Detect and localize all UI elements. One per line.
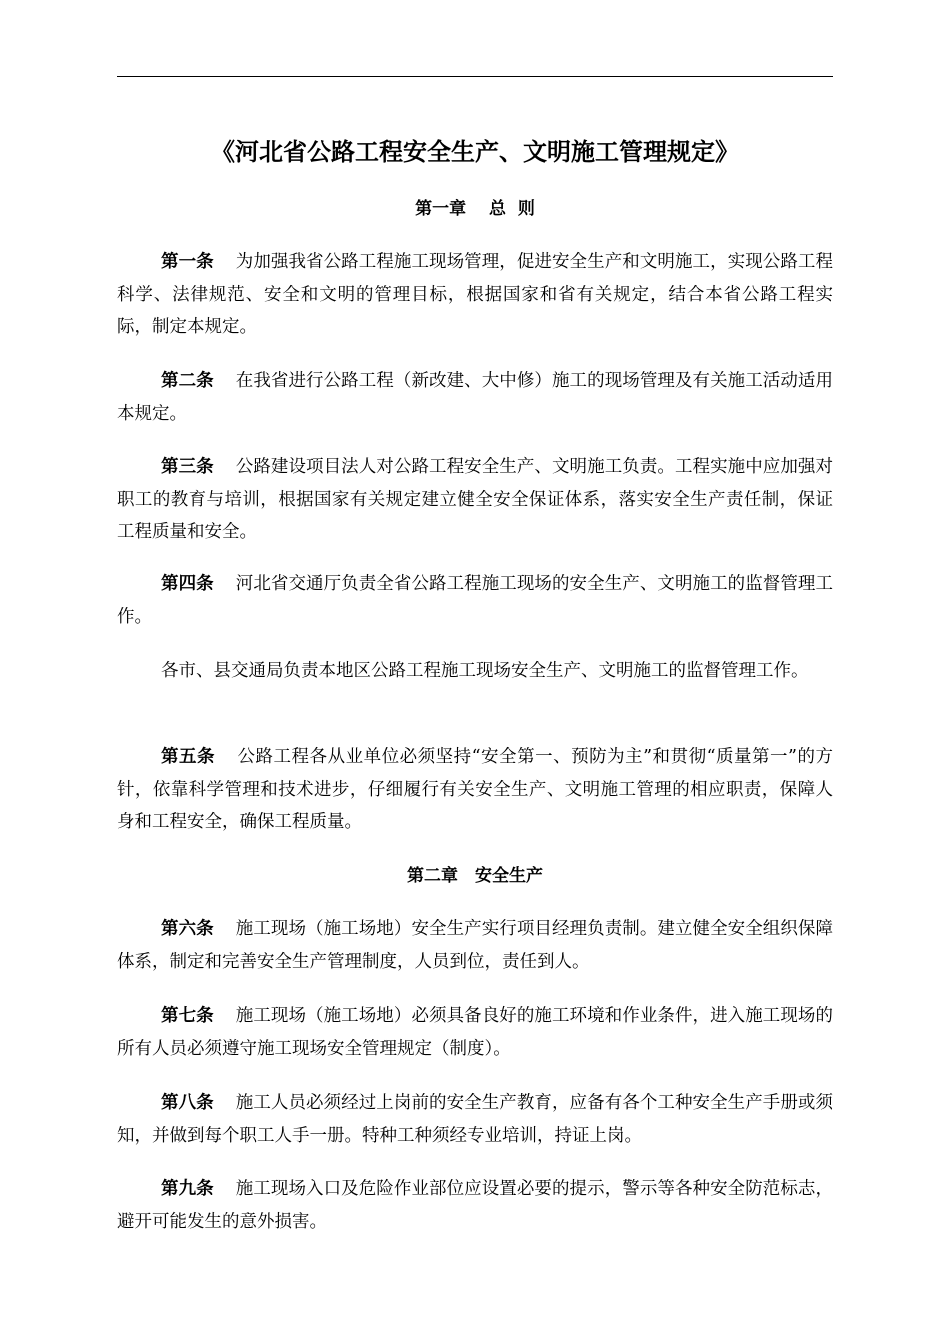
article-text: 施工现场入口及危险作业部位应设置必要的提示，警示等各种安全防范标志，避开可能发生的意外损害。 [117,1179,833,1232]
article-number: 第二条 [161,371,214,391]
article-paragraph [117,741,833,839]
article-text: 施工现场（施工场地）安全生产实行项目经理负责制。建立健全安全组织保障体系，制定和完善安全生产管理制度，人员到位，责任到人。 [117,919,833,972]
header-rule [117,76,833,77]
article-number: 第七条 [161,1006,214,1026]
article-number: 第九条 [161,1179,214,1199]
document-page [117,0,833,1344]
article-paragraph [117,246,833,344]
article-text: 为加强我省公路工程施工现场管理，促进安全生产和文明施工，实现公路工程科学、法律规范、安全和文明的管理目标，根据国家和省有关规定，结合本省公路工程实际，制定本规定。 [117,252,833,337]
document-title: 《河北省公路工程安全生产、文明施工管理规定》 [211,137,739,166]
chapter-heading: 第一章 总 则 [415,199,535,219]
article-number: 第一条 [161,252,214,272]
article-paragraph [117,913,833,978]
article-text: 施工人员必须经过上岗前的安全生产教育，应备有各个工种安全生产手册或须知，并做到每个职工人手一册。特种工种须经专业培训，持证上岗。 [117,1093,833,1146]
article-number: 第八条 [161,1093,214,1113]
article-paragraph [117,365,833,430]
article-text: 施工现场（施工场地）必须具备良好的施工环境和作业条件，进入施工现场的所有人员必须遵守施工现场安全管理规定（制度）。 [117,1006,833,1059]
article-number: 第四条 [161,574,214,594]
article-number: 第六条 [161,919,214,939]
article-paragraph [117,451,833,549]
article-paragraph [117,568,833,633]
article-text: 公路工程各从业单位必须坚持“安全第一、预防为主”和贯彻“质量第一”的方针，依靠科学管理和技术进步，仔细履行有关安全生产、文明施工管理的相应职责，保障人身和工程安全，确保工程质量。 [117,747,834,832]
chapter-heading: 第二章 安全生产 [407,866,543,886]
article-number: 第五条 [161,747,216,767]
article-text: 公路建设项目法人对公路工程安全生产、文明施工负责。工程实施中应加强对职工的教育与培训，根据国家有关规定建立健全安全保证体系，落实安全生产责任制，保证工程质量和安全。 [117,457,833,542]
article-paragraph [117,1173,833,1238]
article-text: 在我省进行公路工程（新改建、大中修）施工的现场管理及有关施工活动适用本规定。 [117,371,833,424]
article-number: 第三条 [161,457,214,477]
article-paragraph [117,1000,833,1065]
article-paragraph [117,1087,833,1152]
article-text: 河北省交通厅负责全省公路工程施工现场的安全生产、文明施工的监督管理工作。 [117,574,833,627]
article-paragraph [117,655,833,688]
article-text: 各市、县交通局负责本地区公路工程施工现场安全生产、文明施工的监督管理工作。 [161,661,809,681]
